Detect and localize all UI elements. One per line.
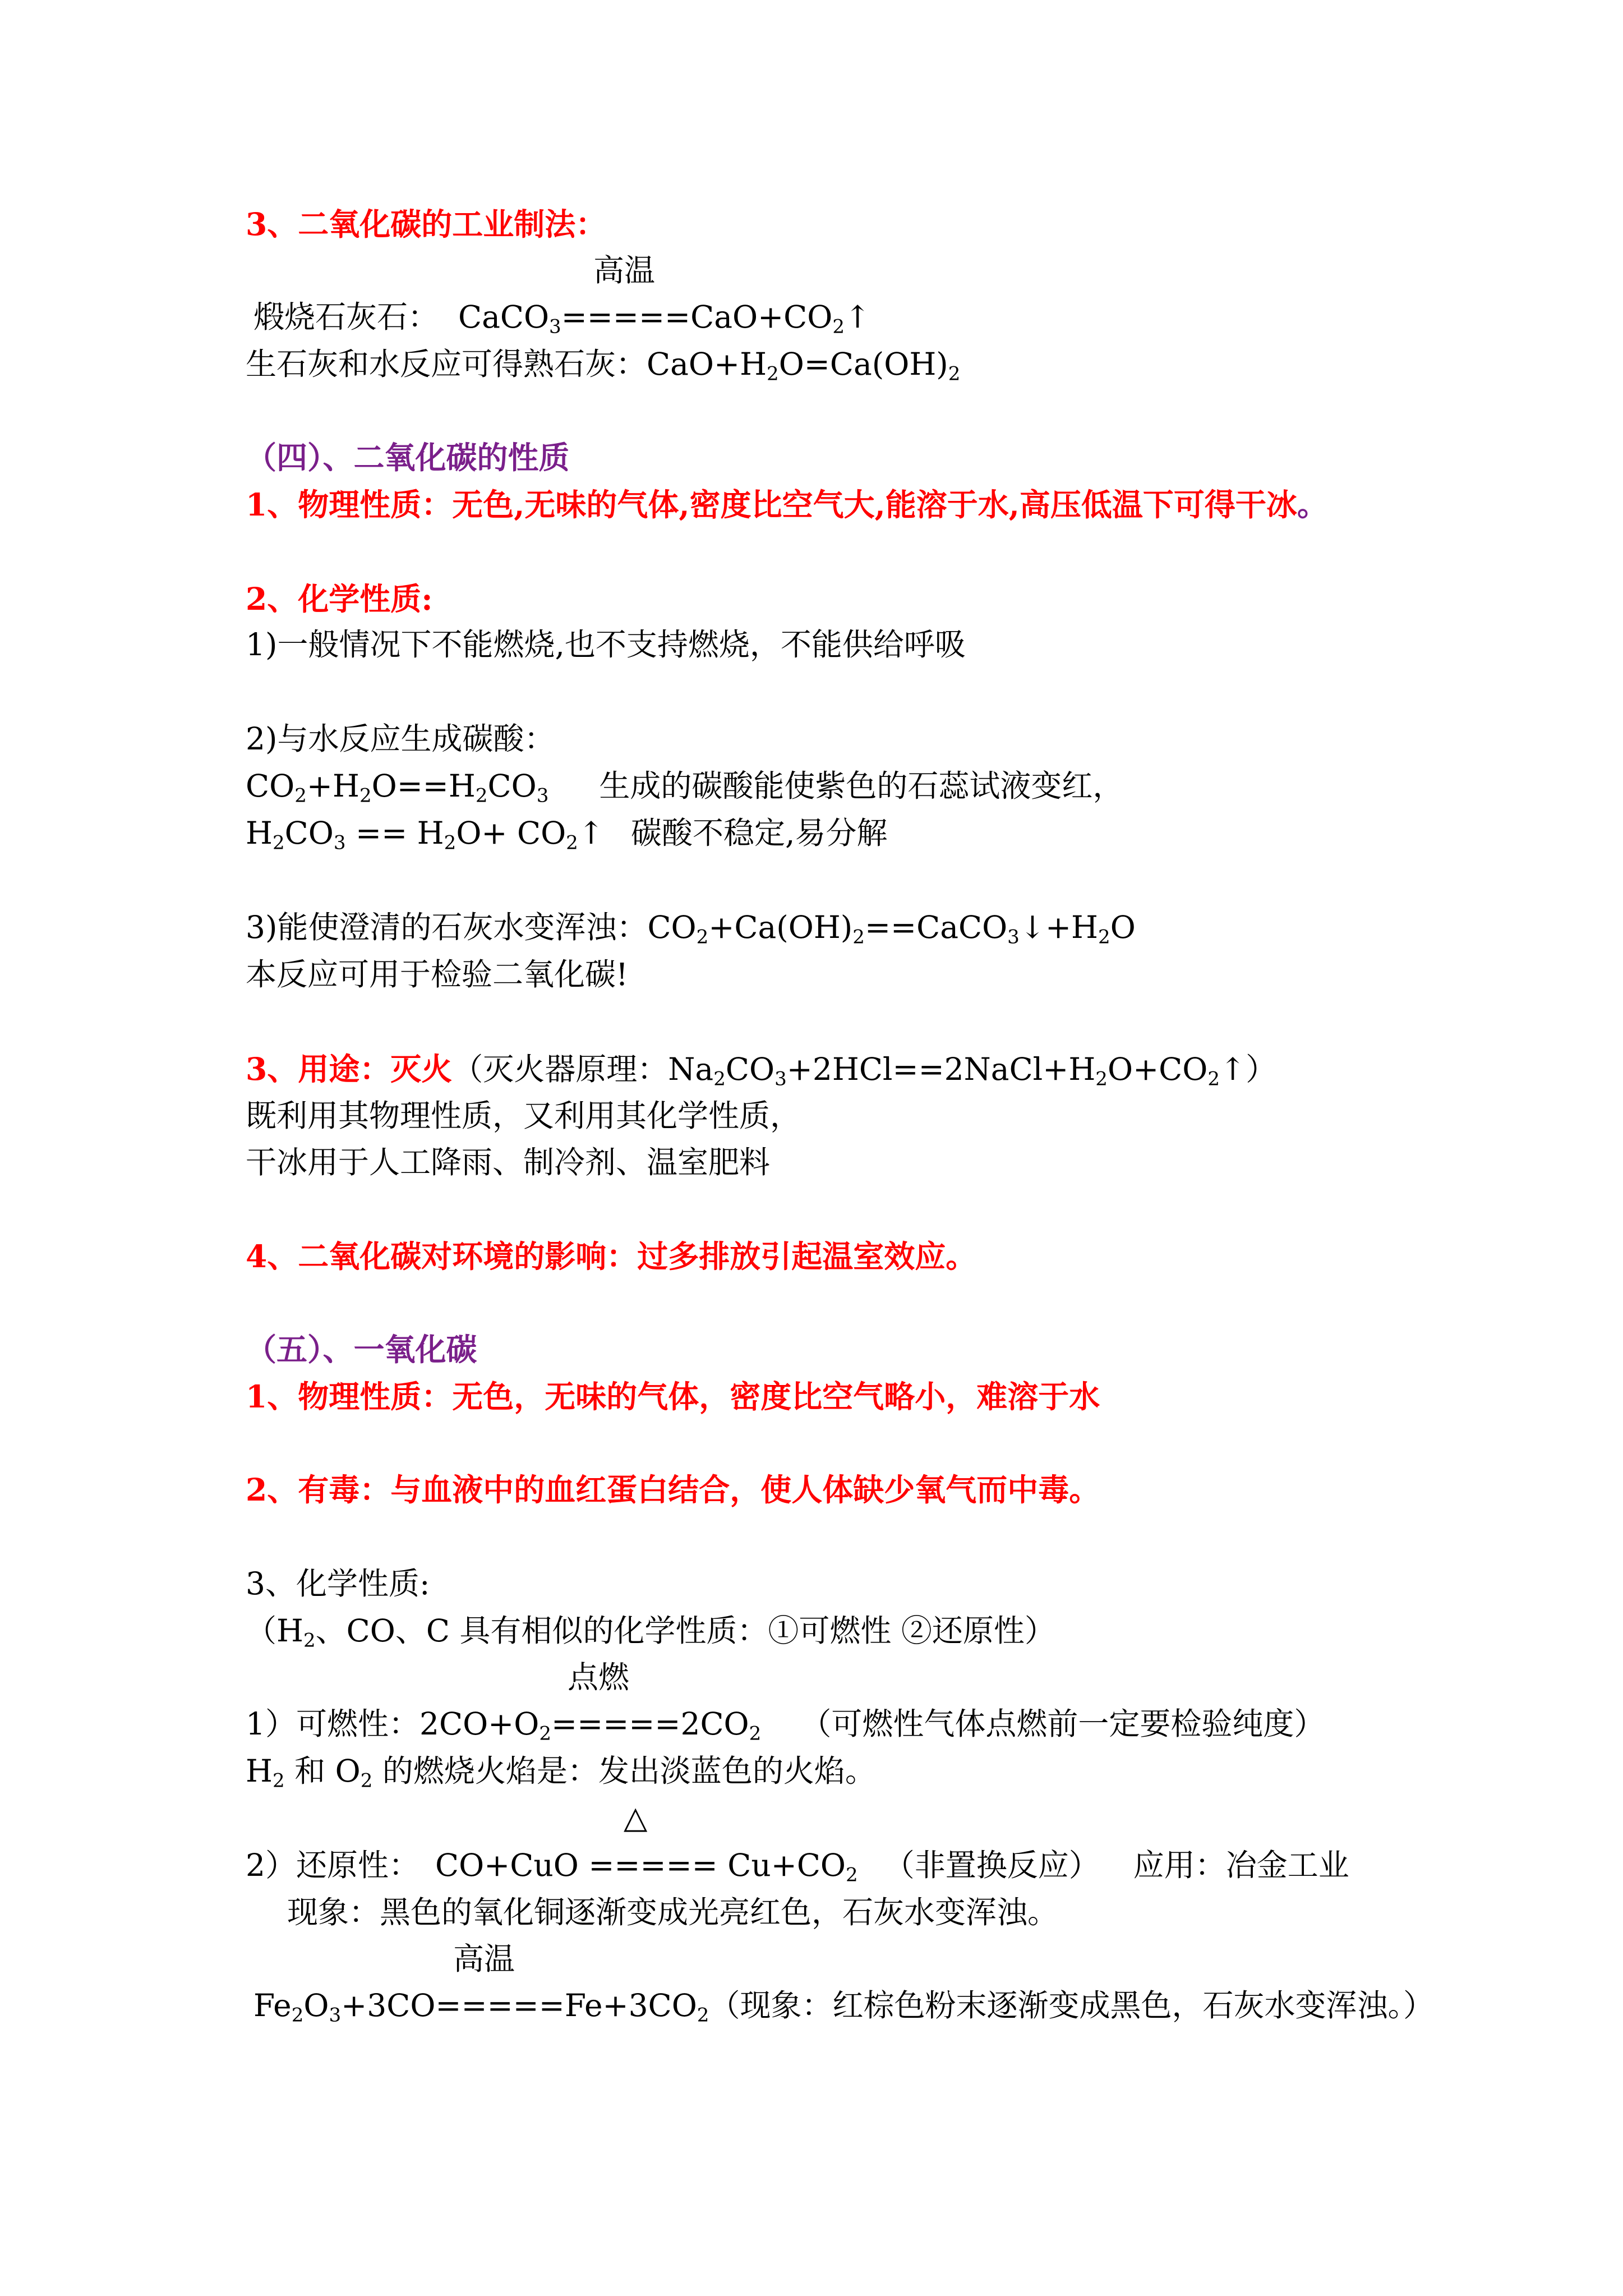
reducibility-line: [246, 1847, 1349, 1887]
iron-observation-note: （现象：红棕色粉末逐渐变成黑色，石灰水变浑浊。）: [709, 1987, 1434, 2023]
combustibility-line: [246, 1706, 1325, 1745]
condition-ignite: 点燃: [568, 1659, 630, 1695]
non-displacement-note: （非置换反应）: [883, 1847, 1100, 1883]
section-heading-co2-industrial: 3、二氧化碳的工业制法：: [246, 206, 607, 242]
co-combustion-equation: $2CO+O_2=====2CO_2$: [419, 1706, 762, 1745]
condition-heat-triangle: △: [624, 1800, 648, 1835]
extinguisher-equation: $Na_2CO_3+2HCl==2NaCl+H_2O+CO_2↑$）: [668, 1051, 1277, 1091]
chem-item-1: 1)一般情况下不能燃烧,也不支持燃烧，不能供给呼吸: [246, 627, 966, 662]
co-physical-properties: 1、物理性质：无色，无味的气体，密度比空气略小，难溶于水: [246, 1378, 1100, 1415]
reducibility-label: 2）还原性：: [246, 1847, 419, 1883]
co2-physical-text: 无色,无味的气体,密度比空气大,能溶于水,高压低温下可得干冰: [452, 486, 1297, 523]
section-heading-co2-properties: （四）、二氧化碳的性质: [246, 439, 570, 476]
combustibility-label: 1）可燃性：: [246, 1706, 419, 1742]
section-heading-co: （五）、一氧化碳: [246, 1331, 477, 1368]
uses-line-2: 既利用其物理性质，又利用其化学性质，: [246, 1098, 801, 1134]
calcine-line: [253, 299, 871, 338]
quicklime-text: 生石灰和水反应可得熟石灰：: [246, 346, 647, 382]
chem-item-2-equation-1: [246, 768, 1124, 807]
iron-oxide-reduction-equation: $Fe_2O_3+3CO=====Fe+3CO_2$: [253, 1987, 709, 2027]
application-note: 应用：冶金工业: [1133, 1847, 1349, 1883]
limewater-equation: $CO_2+Ca(OH)_2==CaCO_3↓+H_2O$: [647, 909, 1136, 949]
decomposition-note: 碳酸不稳定,易分解: [630, 815, 888, 851]
iron-smelting-line: [253, 1987, 1434, 2027]
co2-environment: 4、二氧化碳对环境的影响：过多排放引起温室效应。: [246, 1238, 977, 1274]
flame-line: $H_2$ 和 $O_2$ 的燃烧火焰是：发出淡蓝色的火焰。: [246, 1753, 876, 1792]
calcine-label: 煅烧石灰石：: [253, 299, 439, 335]
co-chemical-heading: 3、化学性质:: [246, 1566, 430, 1602]
carbonic-acid-note: 生成的碳酸能使紫色的石蕊试液变红，: [599, 768, 1124, 804]
co2-uses: [246, 1051, 1277, 1091]
chem-item-3: [246, 909, 1136, 949]
condition-high-temp: 高温: [593, 252, 656, 288]
chem-item-2-title: 2)与水反应生成碳酸：: [246, 721, 555, 757]
calcine-equation: $CaCO_3=====CaO+CO_2↑$: [458, 299, 871, 338]
reducibility-observation: 现象：黑色的氧化铜逐渐变成光亮红色，石灰水变浑浊。: [287, 1894, 1059, 1930]
carbonic-acid-decomposition-equation: $H_2CO_3 == H_2O+$ $CO_2↑$: [246, 815, 604, 854]
quicklime-equation: $CaO+H_2O=Ca(OH)_2$: [647, 346, 961, 385]
co-toxicity: 2、有毒：与血液中的血红蛋白结合，使人体缺少氧气而中毒。: [246, 1471, 1100, 1508]
extinguisher-principle: （灭火器原理：: [452, 1051, 668, 1087]
uses-label: 3、用途：灭火: [246, 1051, 453, 1087]
condition-high-temp-2: 高温: [453, 1941, 515, 1977]
combustibility-note: （可燃性气体点燃前一定要检验纯度）: [800, 1706, 1325, 1742]
quicklime-line: [246, 346, 961, 385]
co2-physical-label: 1、物理性质：: [246, 486, 453, 523]
carbonic-acid-formation-equation: $CO_2+H_2O==H_2CO_3$: [246, 768, 549, 807]
chem-item-3-note: 本反应可用于检验二氧化碳!: [246, 956, 629, 992]
co2-chemical-heading: 2、化学性质:: [246, 581, 433, 617]
limewater-text: 3)能使澄清的石灰水变浑浊：: [246, 909, 648, 945]
uses-line-3: 干冰用于人工降雨、制冷剂、温室肥料: [246, 1144, 771, 1180]
cuo-reduction-equation: CO+CuO ===== $Cu+CO_2$: [435, 1847, 858, 1887]
chem-item-2-equation-2: [246, 815, 888, 854]
similar-properties-line: （$H_2$、CO、C 具有相似的化学性质：①可燃性 ②还原性）: [246, 1613, 1055, 1652]
co2-physical-properties: 1、物理性质：无色,无味的气体,密度比空气大,能溶于水,高压低温下可得干冰。: [246, 486, 1328, 523]
